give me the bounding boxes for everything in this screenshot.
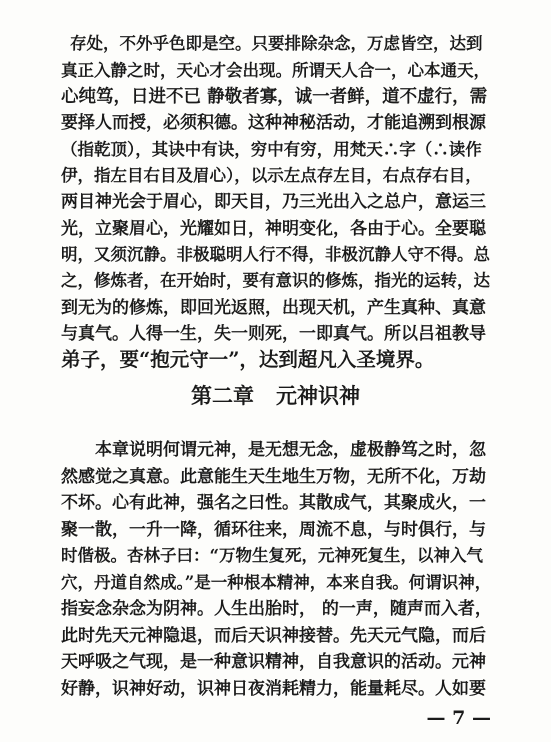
text-line: 光，立聚眉心，光耀如日，神明变化，各由于心。全要聪 xyxy=(61,219,486,239)
text-line: 与真气。人得一生，失一则死，一即真气。所以吕祖教导 xyxy=(61,324,486,344)
chapter-heading: 第二章 元神识神 xyxy=(191,383,360,408)
text-line: 真正入静之时，天心才会出现。所谓天人合一，心本通天， xyxy=(61,61,490,80)
text-line: 然感觉之真意。此意能生天生地生万物，无所不化，万劫 xyxy=(61,467,486,487)
text-line: 弟子，要“抱元守一”，达到超凡入圣境界。 xyxy=(61,348,435,371)
text-line: 之，修炼者，在开始时，要有意识的修炼，指光的运转，达 xyxy=(61,271,490,290)
text-line: 此时先天元神隐退，而后天识神接替。先天元气隐，而后 xyxy=(61,626,486,646)
text-line: 要择人而授，必须积德。这种神秘活动，才能追溯到根源 xyxy=(61,113,486,133)
page-number: — 7 — xyxy=(426,707,491,729)
text-line: 时偕极。杏林子曰：“万物生复死，元神死复生，以神入气 xyxy=(61,546,483,565)
text-line: （指乾顶），其诀中有诀，穷中有穷，用梵天∴字（∴读作 xyxy=(61,140,482,159)
text-line: 伊，指左目右目及眉心），以示左点存左目，右点存右目， xyxy=(61,166,482,185)
text-line: 心纯笃，日进不已 静敬者寡，诚一者鲜，道不虚行，需 xyxy=(61,87,488,107)
text-line: 聚一散，一升一降，循环往来，周流不息，与时俱行，与 xyxy=(61,520,486,540)
text-line: 存处，不外乎色即是空。只要排除杂念，万虑皆空，达到 xyxy=(70,34,483,53)
text-line: 本章说明何谓元神，是无想无念，虚极静笃之时，忽 xyxy=(95,440,486,460)
text-line: 指妄念杂念为阴神。人生出胎时， 的一声，随声而入者， xyxy=(61,599,492,619)
text-line: 明，又须沉静。非极聪明人行不得，非极沉静人守不得。总 xyxy=(61,245,490,264)
text-line: 两目神光会于眉心，即天目，乃三光出入之总户，意运三 xyxy=(61,192,486,212)
text-line: 天呼吸之气现，是一种意识精神，自我意识的活动。元神 xyxy=(61,652,486,672)
text-line: 好静，识神好动，识神日夜消耗精力，能量耗尽。人如要 xyxy=(61,679,486,699)
text-line: 穴，丹道自然成。”是一种根本精神，本来自我。何谓识神， xyxy=(61,573,492,592)
text-line: 不坏。心有此神，强名之曰性。其散成气，其聚成火，一 xyxy=(61,493,486,513)
text-line: 到无为的修炼，即回光返照，出现天机，产生真种、真意 xyxy=(61,298,486,318)
